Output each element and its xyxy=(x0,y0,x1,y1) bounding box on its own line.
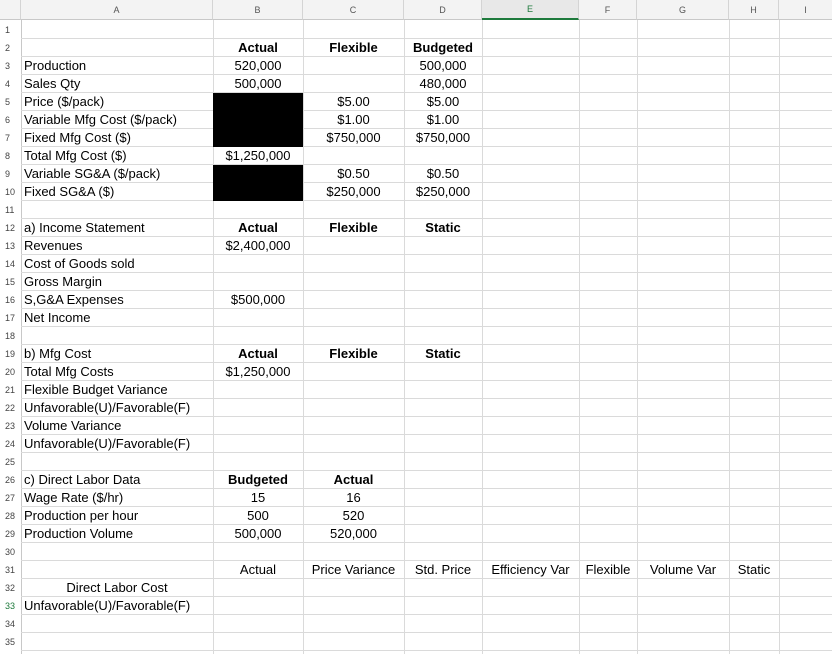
cell-a26[interactable]: c) Direct Labor Data xyxy=(24,472,141,487)
cell-b8[interactable]: $1,250,000 xyxy=(225,148,291,163)
row-gridline xyxy=(21,290,832,291)
cell-a4[interactable]: Sales Qty xyxy=(24,76,81,91)
cell-b19[interactable]: Actual xyxy=(238,346,278,361)
select-all-corner[interactable] xyxy=(0,0,21,20)
cell-e31[interactable]: Efficiency Var xyxy=(491,562,570,577)
cell-b4[interactable]: 500,000 xyxy=(234,76,282,91)
row-header-22[interactable]: 22 xyxy=(5,402,16,413)
cell-f31[interactable]: Flexible xyxy=(585,562,631,577)
row-header-5[interactable]: 5 xyxy=(5,96,11,107)
cell-a29[interactable]: Production Volume xyxy=(24,526,134,541)
row-header-33[interactable]: 33 xyxy=(5,600,16,611)
cell-a21[interactable]: Flexible Budget Variance xyxy=(24,382,168,397)
row-gridline xyxy=(21,632,832,633)
row-header-26[interactable]: 26 xyxy=(5,474,16,485)
cell-d31[interactable]: Std. Price xyxy=(414,562,472,577)
row-header-29[interactable]: 29 xyxy=(5,528,16,539)
cell-a15[interactable]: Gross Margin xyxy=(24,274,103,289)
cell-d7[interactable]: $750,000 xyxy=(415,130,471,145)
cell-b16[interactable]: $500,000 xyxy=(230,292,286,307)
row-header-8[interactable]: 8 xyxy=(5,150,11,161)
row-header-20[interactable]: 20 xyxy=(5,366,16,377)
cell-a28[interactable]: Production per hour xyxy=(24,508,139,523)
cell-a8[interactable]: Total Mfg Cost ($) xyxy=(24,148,127,163)
cell-d19[interactable]: Static xyxy=(425,346,461,361)
column-header-g[interactable]: G xyxy=(637,0,729,20)
column-header-c[interactable]: C xyxy=(303,0,404,20)
cell-a22[interactable]: Unfavorable(U)/Favorable(F) xyxy=(24,400,191,415)
row-header-14[interactable]: 14 xyxy=(5,258,16,269)
row-gridline xyxy=(21,488,832,489)
cell-b3[interactable]: 520,000 xyxy=(234,58,282,73)
row-header-32[interactable]: 32 xyxy=(5,582,16,593)
cell-c10[interactable]: $250,000 xyxy=(326,184,381,199)
row-header-2[interactable]: 2 xyxy=(5,42,11,53)
row-header-11[interactable]: 11 xyxy=(5,204,15,215)
row-gridline xyxy=(21,272,832,273)
cell-c27[interactable]: 16 xyxy=(346,490,361,505)
cell-a23[interactable]: Volume Variance xyxy=(24,418,122,433)
cell-d10[interactable]: $250,000 xyxy=(415,184,471,199)
cell-a10[interactable]: Fixed SG&A ($) xyxy=(24,184,115,199)
cell-c9[interactable]: $0.50 xyxy=(337,166,370,181)
cell-c5[interactable]: $5.00 xyxy=(337,94,370,109)
cell-a13[interactable]: Revenues xyxy=(24,238,83,253)
cell-h31[interactable]: Static xyxy=(737,562,771,577)
row-header-25[interactable]: 25 xyxy=(5,456,16,467)
cell-a5[interactable]: Price ($/pack) xyxy=(24,94,105,109)
cell-c6[interactable]: $1.00 xyxy=(337,112,370,127)
cell-d2[interactable]: Budgeted xyxy=(413,40,473,55)
cell-b27[interactable]: 15 xyxy=(250,490,266,505)
cell-a32[interactable]: Direct Labor Cost xyxy=(66,580,168,595)
cell-b2[interactable]: Actual xyxy=(238,40,278,55)
cell-d6[interactable]: $1.00 xyxy=(426,112,460,127)
row-header-15[interactable]: 15 xyxy=(5,276,16,287)
cell-b20[interactable]: $1,250,000 xyxy=(225,364,291,379)
cell-a16[interactable]: S,G&A Expenses xyxy=(24,292,124,307)
column-header-a[interactable]: A xyxy=(21,0,213,20)
redacted-block-b9-b10 xyxy=(213,165,303,201)
row-header-3[interactable]: 3 xyxy=(5,60,11,71)
cell-b31[interactable]: Actual xyxy=(239,562,277,577)
cell-d4[interactable]: 480,000 xyxy=(419,76,467,91)
row-header-34[interactable]: 34 xyxy=(5,618,16,629)
cell-a27[interactable]: Wage Rate ($/hr) xyxy=(24,490,124,505)
row-header-35[interactable]: 35 xyxy=(5,636,16,647)
row-gridline xyxy=(21,326,832,327)
row-header-6[interactable]: 6 xyxy=(5,114,11,125)
row-header-30[interactable]: 30 xyxy=(5,546,16,557)
cell-a20[interactable]: Total Mfg Costs xyxy=(24,364,114,379)
row-gridline xyxy=(21,542,832,543)
cell-d9[interactable]: $0.50 xyxy=(426,166,460,181)
row-header-13[interactable]: 13 xyxy=(5,240,16,251)
cell-a33[interactable]: Unfavorable(U)/Favorable(F) xyxy=(24,598,191,613)
row-gridline xyxy=(21,470,832,471)
cell-g31[interactable]: Volume Var xyxy=(649,562,717,577)
row-header-21[interactable]: 21 xyxy=(5,384,16,395)
row-gridline xyxy=(21,506,832,507)
row-gridline xyxy=(21,650,832,651)
column-header-e[interactable]: E xyxy=(482,0,579,20)
row-header-24[interactable]: 24 xyxy=(5,438,16,449)
cell-a14[interactable]: Cost of Goods sold xyxy=(24,256,135,271)
row-header-28[interactable]: 28 xyxy=(5,510,16,521)
row-header-9[interactable]: 9 xyxy=(5,168,11,179)
cell-b12[interactable]: Actual xyxy=(238,220,278,235)
cell-c26[interactable]: Actual xyxy=(333,472,374,487)
cell-c2[interactable]: Flexible xyxy=(329,40,378,55)
row-header-7[interactable]: 7 xyxy=(5,132,11,143)
cell-d12[interactable]: Static xyxy=(425,220,461,235)
cell-d3[interactable]: 500,000 xyxy=(419,58,467,73)
cell-a19[interactable]: b) Mfg Cost xyxy=(24,346,92,361)
row-header-31[interactable]: 31 xyxy=(5,564,16,575)
cell-c28[interactable]: 520 xyxy=(342,508,365,523)
row-header-17[interactable]: 17 xyxy=(5,312,16,323)
row-gridline xyxy=(21,524,832,525)
row-gridline xyxy=(21,254,832,255)
cell-c31[interactable]: Price Variance xyxy=(311,562,396,577)
cell-b26[interactable]: Budgeted xyxy=(228,472,288,487)
cell-c19[interactable]: Flexible xyxy=(329,346,378,361)
column-header-i[interactable]: I xyxy=(779,0,832,20)
row-header-4[interactable]: 4 xyxy=(5,78,11,89)
cell-a17[interactable]: Net Income xyxy=(24,310,91,325)
column-header-b[interactable]: B xyxy=(213,0,303,20)
row-header-16[interactable]: 16 xyxy=(5,294,16,305)
column-header-h[interactable]: H xyxy=(729,0,779,20)
row-header-10[interactable]: 10 xyxy=(5,186,16,197)
row-header-23[interactable]: 23 xyxy=(5,420,16,431)
row-header-27[interactable]: 27 xyxy=(5,492,16,503)
cell-a24[interactable]: Unfavorable(U)/Favorable(F) xyxy=(24,436,191,451)
cell-b28[interactable]: 500 xyxy=(247,508,269,523)
column-header-d[interactable]: D xyxy=(404,0,482,20)
cell-c7[interactable]: $750,000 xyxy=(326,130,381,145)
cell-d5[interactable]: $5.00 xyxy=(426,94,460,109)
column-header-f[interactable]: F xyxy=(579,0,637,20)
row-header-1[interactable]: 1 xyxy=(5,24,11,35)
redacted-block-b5-b7 xyxy=(213,93,303,147)
cell-a7[interactable]: Fixed Mfg Cost ($) xyxy=(24,130,131,145)
row-gridline xyxy=(21,308,832,309)
cell-c29[interactable]: 520,000 xyxy=(330,526,377,541)
cell-a3[interactable]: Production xyxy=(24,58,87,73)
cell-a6[interactable]: Variable Mfg Cost ($/pack) xyxy=(24,112,177,127)
cell-b29[interactable]: 500,000 xyxy=(234,526,282,541)
row-header-18[interactable]: 18 xyxy=(5,330,16,341)
row-header-19[interactable]: 19 xyxy=(5,348,16,359)
cell-a12[interactable]: a) Income Statement xyxy=(24,220,145,235)
row-header-12[interactable]: 12 xyxy=(5,222,16,233)
cell-b13[interactable]: $2,400,000 xyxy=(225,238,291,253)
cell-c12[interactable]: Flexible xyxy=(329,220,378,235)
cell-a9[interactable]: Variable SG&A ($/pack) xyxy=(24,166,161,181)
